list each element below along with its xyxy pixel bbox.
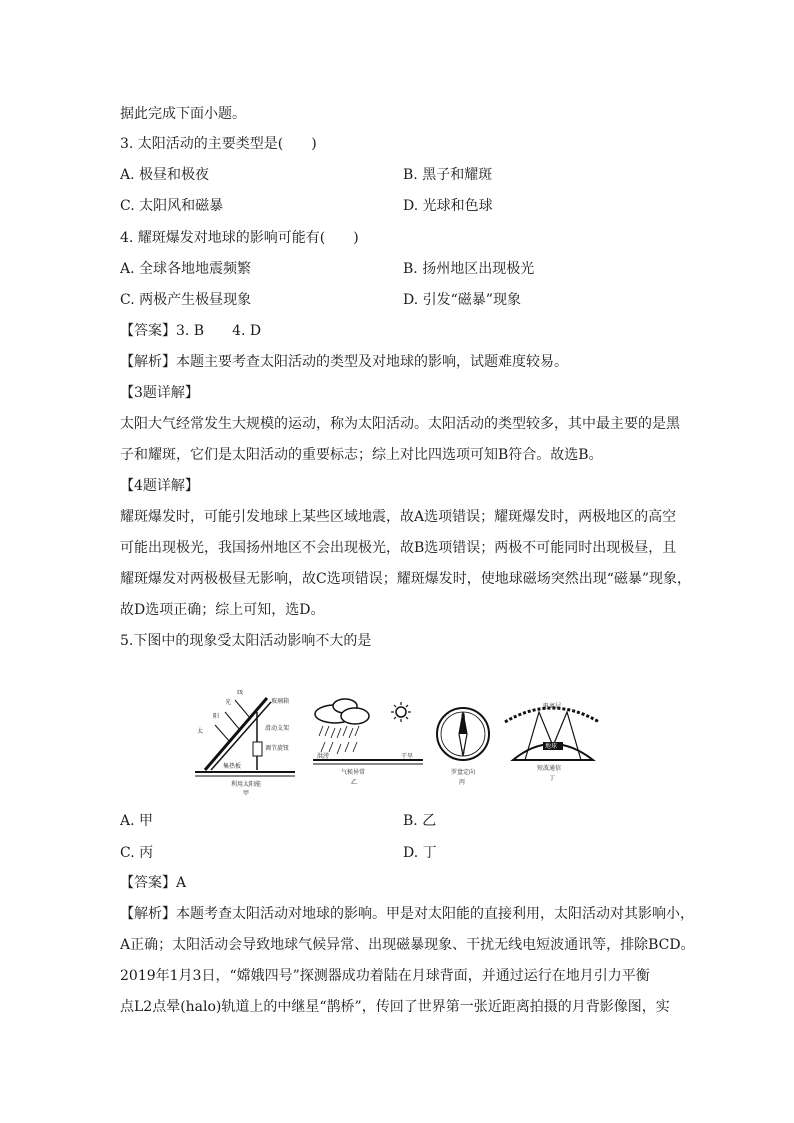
- q4-option-c: C. 两极产生极昼现象: [120, 292, 252, 308]
- jia-ray-char: 线: [237, 690, 244, 696]
- figure-ding-shortwave: [505, 702, 599, 782]
- q5-option-b: B. 乙: [403, 813, 437, 829]
- yi-caption: 气候异常: [341, 769, 366, 776]
- detail-3-line: 子和耀斑，它们是太阳活动的重要标志；综上对比四选项可知B符合。故选B。: [120, 447, 603, 463]
- jia-glass-label: 玻璃箱: [271, 698, 290, 705]
- q4-option-a: A. 全球各地地震频繁: [120, 261, 252, 277]
- jia-ray-char: 阳: [213, 713, 220, 720]
- figure-yi-climate: [313, 699, 423, 786]
- yi-drought-label: 干旱: [401, 753, 414, 760]
- bing-n-label: N: [461, 713, 466, 720]
- detail-4-line: 耀斑爆发时，可能引发地球上某些区域地震，故A选项错误；耀斑爆发时，两极地区的高空: [120, 509, 677, 525]
- jia-plate-label: 集热板: [223, 763, 242, 770]
- ding-ionosphere-label: 电离层: [543, 703, 562, 710]
- answer-5: 【答案】A: [120, 875, 187, 891]
- yi-label: 乙: [351, 779, 358, 786]
- jia-knob-label: 调节旋钮: [265, 745, 290, 752]
- detail-4-title: 【4题详解】: [120, 478, 199, 494]
- detail-4-line: 故D选项正确；综上可知，选D。: [120, 602, 325, 618]
- detail-3-title: 【3题详解】: [120, 385, 199, 401]
- answer-3-4: 【答案】3. B 4. D: [120, 323, 262, 339]
- jia-ray-char: 太: [197, 728, 204, 735]
- q3-stem: 3. 太阳活动的主要类型是( ): [120, 136, 317, 152]
- jia-label: 甲: [243, 790, 250, 797]
- q4-option-d: D. 引发“磁暴”现象: [403, 292, 521, 308]
- q4-stem: 4. 耀斑爆发对地球的影响可能有( ): [120, 230, 359, 246]
- intro-text: 据此完成下面小题。: [120, 106, 246, 122]
- analysis-5-line: A正确；太阳活动会导致地球气候异常、出现磁暴现象、干扰无线电短波通讯等，排除BCD。: [120, 937, 695, 953]
- jia-caption: 利用太阳能: [231, 781, 262, 788]
- detail-4-line: 可能出现极光，我国扬州地区不会出现极光，故B选项错误；两极不可能同时出现极昼，且: [120, 540, 677, 556]
- q3-option-b: B. 黑子和耀斑: [403, 167, 493, 183]
- figure-jia-solar: [195, 690, 295, 797]
- q5-figure: [195, 690, 600, 802]
- next-passage-line: 点L2点晕(halo)轨道上的中继星“鹊桥”，传回了世界第一张近距离拍摄的月背影像图，实: [120, 999, 670, 1015]
- ding-caption: 短波通信: [537, 765, 562, 772]
- analysis-3-4: 【解析】本题主要考查太阳活动的类型及对地球的影响，试题难度较易。: [120, 354, 568, 370]
- jia-slide-label: 滑动支架: [265, 725, 290, 732]
- bing-caption: 罗盘定向: [451, 769, 476, 776]
- bing-label: 丙: [459, 779, 466, 786]
- analysis-5-line: 【解析】本题考查太阳活动对地球的影响。甲是对太阳能的直接利用，太阳活动对其影响小，: [120, 906, 694, 922]
- detail-4-line: 耀斑爆发对两极极昼无影响，故C选项错误；耀斑爆发时，使地球磁场突然出现“磁暴”现象，: [120, 571, 692, 587]
- next-passage-line: 2019年1月3日，“嫦娥四号”探测器成功着陆在月球背面，并通过运行在地月引力平衡: [120, 968, 650, 984]
- detail-3-line: 太阳大气经常发生大规模的运动，称为太阳活动。太阳活动的类型较多，其中最主要的是黑: [120, 416, 680, 432]
- jia-ray-char: 光: [225, 699, 232, 706]
- q5-option-c: C. 丙: [120, 845, 154, 861]
- q4-option-b: B. 扬州地区出现极光: [403, 261, 535, 277]
- q3-option-a: A. 极昼和极夜: [120, 167, 210, 183]
- q3-option-d: D. 光球和色球: [403, 198, 493, 214]
- q5-option-d: D. 丁: [403, 845, 437, 861]
- q5-option-a: A. 甲: [120, 813, 154, 829]
- q3-option-c: C. 太阳风和磁暴: [120, 198, 224, 214]
- bing-s-label: S: [461, 749, 465, 756]
- yi-flood-label: 洪涝: [317, 753, 330, 760]
- ding-station-label: 地球: [545, 743, 558, 750]
- ding-label: 丁: [549, 775, 556, 782]
- q5-stem: 5.下图中的现象受太阳活动影响不大的是: [120, 633, 372, 649]
- figure-bing-compass: [437, 708, 489, 786]
